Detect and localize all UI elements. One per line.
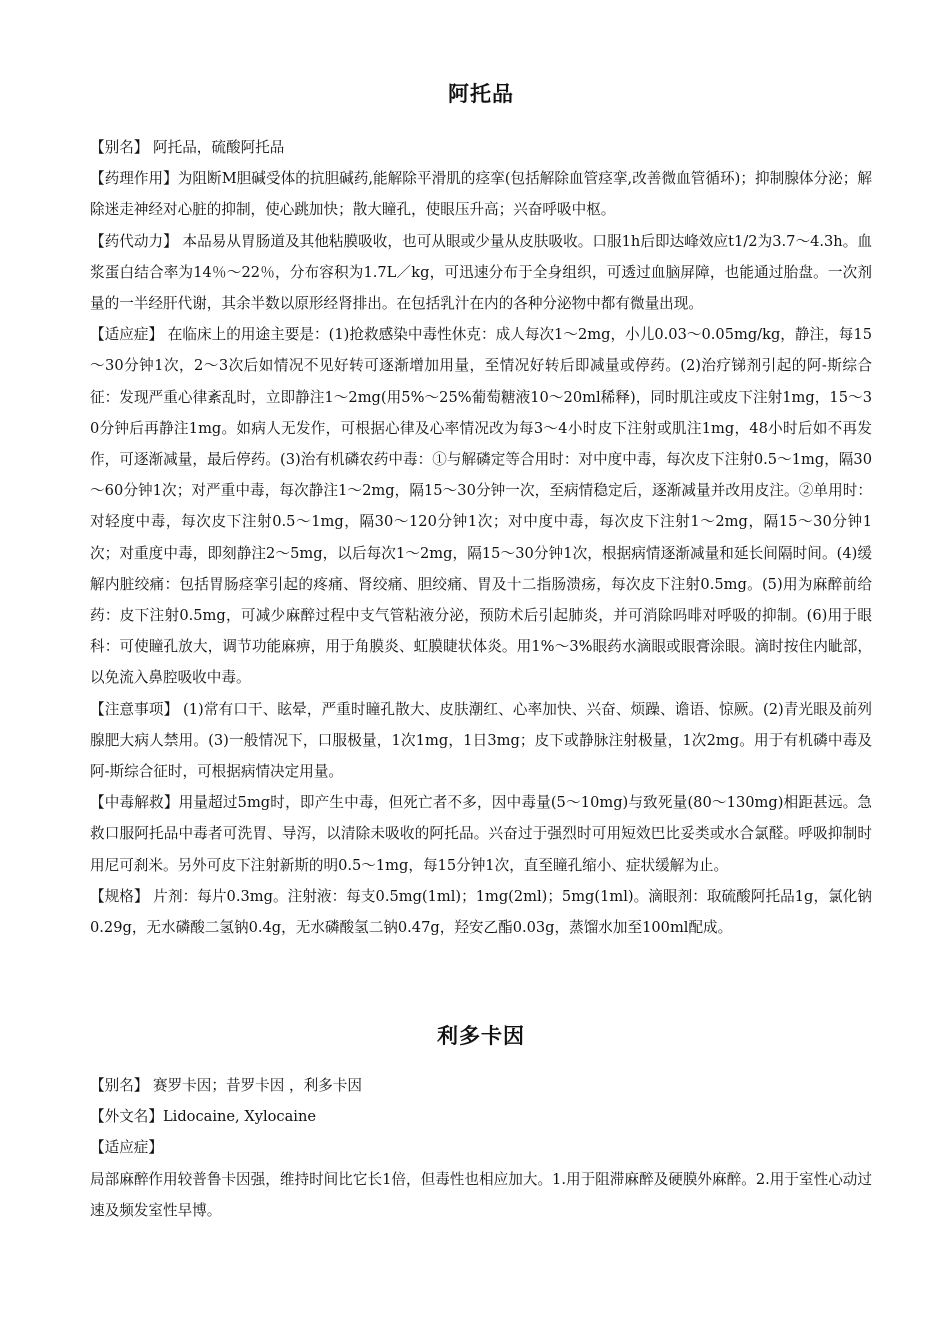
entry-label: 【外文名】 [90, 1108, 163, 1126]
drug-section-atropine [90, 76, 872, 943]
entry-indications-body: 局部麻醉作用较普鲁卡因强，维持时间比它长1倍，但毒性也相应加大。1.用于阻滞麻醉及硬膜外麻醉。2.用于室性心动过速及频发室性早博。 [90, 1170, 872, 1219]
entry-indications [90, 1132, 872, 1163]
entry-text: 在临床上的用途主要是：(1)抢救感染中毒性休克：成人每次1～2mg，小儿0.03～0.05mg/kg，静注，每15～30分钟1次，2～3次后如情况不见好转可逐渐增加用量，至情况好转后即减量或停药。(2)治疗锑剂引起的阿-斯综合征：发现严重心律紊乱时，立即静注1～2mg(用5%～25%葡萄糖液10～20ml稀释)，同时肌注或皮下注射1mg，15～30分钟后再静注1mg。如病人无发作，可根据心律及心率情况改为每3～4小时皮下注射或肌注1mg，48小时后如不再发作，可逐渐减量，最后停药。(3)治有机磷农药中毒：①与解磷定等合用时：对中度中毒，每次皮下注射0.5～1mg，隔30～60分钟1次；对严重中毒，每次静注1～2mg，隔15～30分钟一次，至病情稳定后，逐渐减量并改用皮注。②单用时：对轻度中毒，每次皮下注射0.5～1mg，隔30～120分钟1次；对中度中毒，每次皮下注射1～2mg，隔15～30分钟1次；对重度中毒，即刻静注2～5mg，以后每次1～2mg，隔15～30分钟1次，根据病情逐渐减量和延长间隔时间。(4)缓解内脏绞痛：包括胃肠痉挛引起的疼痛、肾绞痛、胆绞痛、胃及十二指肠溃疡，每次皮下注射0.5mg。(5)用为麻醉前给药：皮下注射0.5mg，可减少麻醉过程中支气管粘液分泌，预防术后引起肺炎，并可消除吗啡对呼吸的抑制。(6)用于眼科：可使瞳孔放大，调节功能麻痹，用于角膜炎、虹膜睫状体炎。用1%～3%眼药水滴眼或眼膏涂眼。滴时按住内眦部，以免流入鼻腔吸收中毒。 [90, 326, 872, 687]
entry-specifications [90, 881, 872, 943]
entry-foreign-name [90, 1101, 872, 1132]
section-title: 利多卡因 [437, 1024, 525, 1048]
entry-precautions [90, 694, 872, 788]
entry-text: 本品易从胃肠道及其他粘膜吸收，也可从眼或少量从皮肤吸收。口服1h后即达峰效应t1/2为3.7～4.3h。血浆蛋白结合率为14％～22％，分布容积为1.7L／kg，可迅速分布于全身组织，可透过血脑屏障，也能通过胎盘。一次剂量的一半经肝代谢，其余半数以原形经肾排出。在包括乳汁在内的各种分泌物中都有微量出现。 [90, 232, 872, 313]
entry-label: 【规格】 [90, 887, 149, 905]
entry-pharmacokinetics [90, 226, 872, 320]
entry-alias [90, 1070, 872, 1101]
entry-label: 【别名】 [90, 1077, 149, 1094]
entry-label: 【注意事项】 [90, 700, 179, 718]
entry-overdose-treatment [90, 787, 872, 881]
entry-label: 【中毒解救】 [90, 794, 179, 812]
entry-text: 赛罗卡因；昔罗卡因 ，利多卡因 [148, 1077, 362, 1094]
entry-indications [90, 319, 872, 693]
entry-label: 【适应症】 [90, 326, 164, 344]
entry-text: (1)常有口干、眩晕，严重时瞳孔散大、皮肤潮红、心率加快、兴奋、烦躁、谵语、惊厥。(2)青光眼及前列腺肥大病人禁用。(3)一般情况下，口服极量，1次1mg，1日3mg；皮下或静脉注射极量，1次2mg。用于有机磷中毒及阿-斯综合征时，可根据病情决定用量。 [90, 700, 872, 781]
entry-label: 【适应症】 [90, 1139, 163, 1157]
entry-text: Lidocaine, Xylocaine [162, 1108, 316, 1126]
drug-section-lidocaine [90, 1018, 872, 1226]
entry-pharmacology [90, 163, 872, 225]
entry-label: 【别名】 [90, 139, 149, 156]
entry-text: 用量超过5mg时，即产生中毒，但死亡者不多，因中毒量(5～10mg)与致死量(80～130mg)相距甚远。急救口服阿托品中毒者可洗胃、导泻，以清除未吸收的阿托品。兴奋过于强烈时可用短效巴比妥类或水合氯醛。呼吸抑制时用尼可刹米。另外可皮下注射新斯的明0.5～1mg，每15分钟1次，直至瞳孔缩小、症状缓解为止。 [90, 794, 872, 874]
entry-text: 片剂：每片0.3mg。注射液：每支0.5mg(1ml)；1mg(2ml)；5mg(1ml)。滴眼剂：取硫酸阿托品1g，氯化钠0.29g，无水磷酸二氢钠0.4g，无水磷酸氢二钠0.47g，羟安乙酯0.03g，蒸馏水加至100ml配成。 [90, 887, 872, 937]
entry-text: 为阻断M胆碱受体的抗胆碱药,能解除平滑肌的痉挛(包括解除血管痉挛,改善微血管循环)；抑制腺体分泌；解除迷走神经对心脏的抑制，使心跳加快；散大瞳孔，使眼压升高；兴奋呼吸中枢。 [90, 170, 872, 219]
entry-label: 【药理作用】 [90, 170, 178, 188]
entry-text: 阿托品，硫酸阿托品 [148, 139, 285, 156]
entry-label: 【药代动力】 [90, 232, 178, 250]
section-title: 阿托品 [448, 82, 514, 106]
entry-alias [90, 132, 872, 163]
